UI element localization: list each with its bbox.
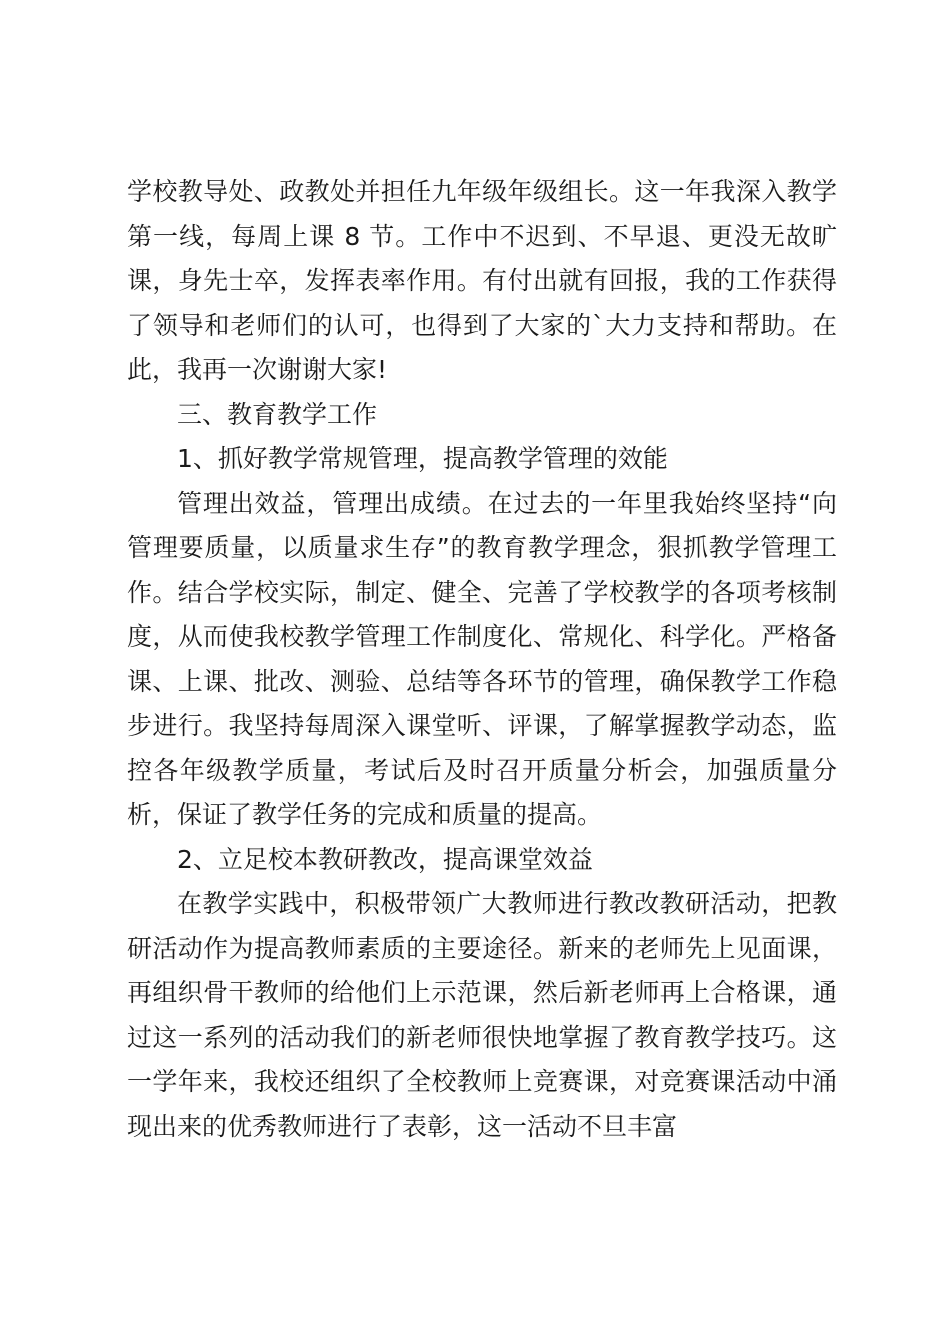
- subheading-routine-management: 1、抓好教学常规管理，提高教学管理的效能: [177, 444, 668, 473]
- paragraph-teaching-practice: 在教学实践中，积极带领广大教师进行教改教研活动，把教研活动作为提高教师素质的主要途径。新来的老师先上见面课，再组织骨干教师的给他们上示范课，然后新老师再上合格课，通过这一系列的活动我们的新老师很快地掌握了教育教学技巧。这一学年来，我校还组织了全校教师上竞赛课，对竞赛课活动中涌现出来的优秀教师进行了表彰，这一活动不旦丰富: [127, 889, 837, 1141]
- subheading-school-research: 2、立足校本教研教改，提高课堂效益: [177, 844, 593, 874]
- document-body: [127, 170, 837, 1149]
- paragraph-management: 管理出效益，管理出成绩。在过去的一年里我始终坚持“向管理要质量，以质量求生存”的教育教学理念，狠抓教学管理工作。结合学校实际，制定、健全、完善了学校教学的各项考核制度，从而使我校教学管理工作制度化、常规化、科学化。严格备课、上课、批改、测验、总结等各环节的管理，确保教学工作稳步进行。我坚持每周深入课堂听、评课，了解掌握教学动态，监控各年级教学质量，考试后及时召开质量分析会，加强质量分析，保证了教学任务的完成和质量的提高。: [127, 488, 837, 829]
- section-heading-teaching-work: 三、教育教学工作: [177, 399, 378, 429]
- paragraph-duties: 学校教导处、政教处并担任九年级年级组长。这一年我深入教学第一线，每周上课 8 节。工作中不迟到、不早退、更没无故旷课，身先士卒，发挥表率作用。有付出就有回报，我的工作获得了领导和老师们的认可，也得到了大家的`大力支持和帮助。在此，我再一次谢谢大家!: [127, 177, 837, 384]
